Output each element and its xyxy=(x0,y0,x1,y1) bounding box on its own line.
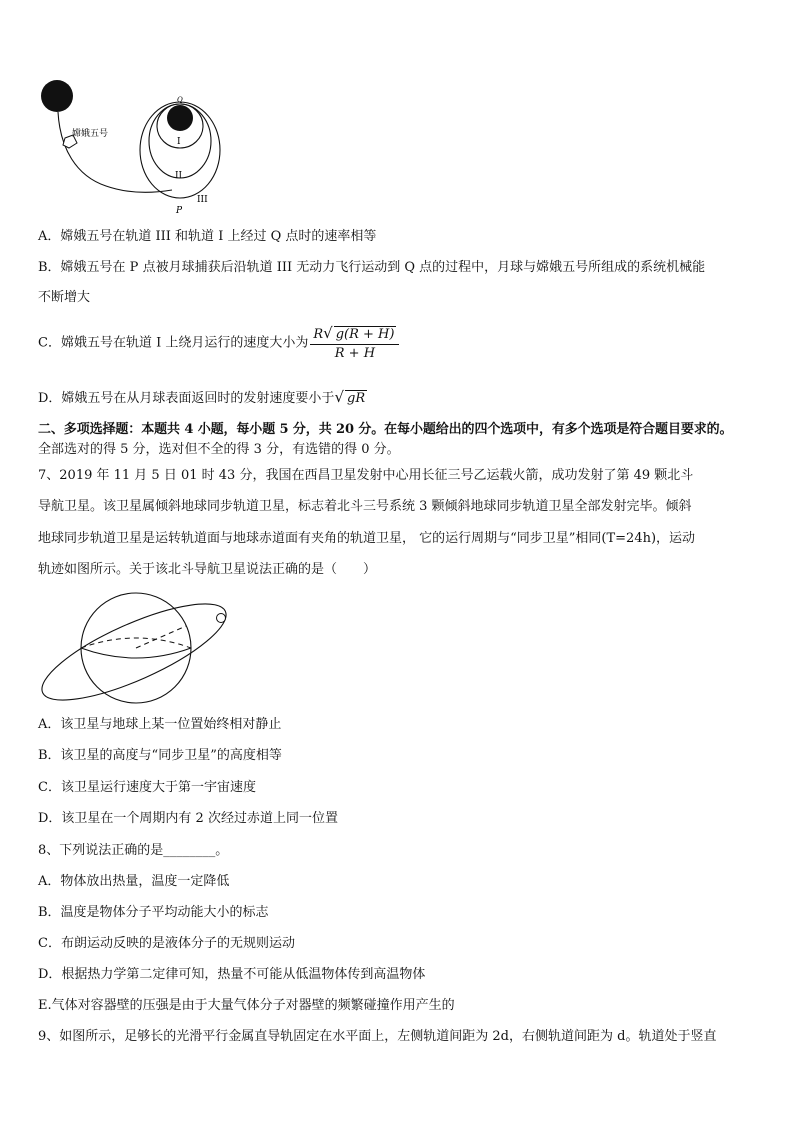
formula-denominator: R + H xyxy=(334,346,376,361)
satellite-icon xyxy=(217,614,226,623)
q6-option-d-text: D．嫦娥五号在从月球表面返回时的发射速度要小于 xyxy=(38,391,335,406)
orbit-diagram-change5 xyxy=(36,78,226,218)
q6-option-c-text: C．嫦娥五号在轨道 I 上绕月运行的速度大小为 xyxy=(38,335,309,351)
section-2-header-line1: 二、多项选择题：本题共 4 小题，每小题 5 分，共 20 分。在每小题给出的四个选项中，有多个选项是符合题目要求的。 xyxy=(38,422,733,437)
q6-option-b-line1: B．嫦娥五号在 P 点被月球捕获后沿轨道 III 无动力飞行运动到 Q 点的过程中，月球与嫦娥五号所组成的系统机械能 xyxy=(38,260,706,275)
q8-option-e: E.气体对容器壁的压强是由于大量气体分子对器壁的频繁碰撞作用产生的 xyxy=(38,998,455,1013)
q8-option-a: A．物体放出热量，温度一定降低 xyxy=(38,874,230,889)
q7-stem-line1: 7、2019 年 11 月 5 日 01 时 43 分，我国在西昌卫星发射中心用长征三号乙运载火箭，成功发射了第 49 颗北斗 xyxy=(38,468,694,483)
q7-stem-line3: 地球同步轨道卫星是运转轨道面与地球赤道面有夹角的轨道卫星， 它的运行周期与“同步卫星”相同(T=24h)，运动 xyxy=(38,531,696,546)
q9-stem-line1: 9、如图所示，足够长的光滑平行金属直导轨固定在水平面上，左侧轨道间距为 2d，右侧轨道间距为 d。轨道处于竖直 xyxy=(38,1029,717,1044)
speed-formula: $\frac{R√ g(R + H)}{R + H}$ xyxy=(310,324,399,363)
equator-front xyxy=(81,648,191,658)
q7-stem-line2: 导航卫星。该卫星属倾斜地球同步轨道卫星，标志着北斗三号系统 3 颗倾斜地球同步轨道卫星全部发射完毕。倾斜 xyxy=(38,499,692,514)
q7-stem-line4: 轨迹如图所示。关于该北斗导航卫星说法正确的是（ ） xyxy=(38,562,377,577)
q7-option-c: C．该卫星运行速度大于第一宇宙速度 xyxy=(38,780,256,795)
formula-r: R xyxy=(313,327,324,342)
q8-stem: 8、下列说法正确的是________。 xyxy=(38,843,229,858)
section-2-header-line2: 全部选对的得 5 分，选对但不全的得 3 分，有选错的得 0 分。 xyxy=(38,442,400,457)
point-p-label: P xyxy=(176,206,183,216)
orbit-i-label: I xyxy=(177,137,181,147)
q8-option-c: C．布朗运动反映的是液体分子的无规则运动 xyxy=(38,936,295,951)
q6-option-b-line2: 不断增大 xyxy=(38,290,91,305)
orbit-iii-label: III xyxy=(197,195,208,205)
q6-option-c xyxy=(38,324,399,363)
orbit-ii-label: II xyxy=(175,171,183,181)
q7-option-b: B．该卫星的高度与“同步卫星”的高度相等 xyxy=(38,748,282,763)
formula-sqrt-gr: gR xyxy=(347,391,366,406)
moon-icon xyxy=(167,105,193,131)
equator-back xyxy=(81,638,191,648)
inclined-orbit-diagram xyxy=(36,590,236,705)
radius-line xyxy=(136,626,186,648)
q6-option-a: A．嫦娥五号在轨道 III 和轨道 I 上经过 Q 点时的速率相等 xyxy=(38,229,377,244)
transfer-trajectory xyxy=(58,112,172,192)
point-q-label: Q xyxy=(177,96,183,104)
q8-option-b: B．温度是物体分子平均动能大小的标志 xyxy=(38,905,269,920)
probe-label: 嫦娥五号 xyxy=(72,129,109,139)
q7-option-d: D．该卫星在一个周期内有 2 次经过赤道上同一位置 xyxy=(38,811,338,826)
formula-sqrt-term: g(R + H) xyxy=(335,327,395,342)
q7-option-a: A．该卫星与地球上某一位置始终相对静止 xyxy=(38,717,282,732)
earth-icon xyxy=(41,80,73,112)
q8-option-d: D．根据热力学第二定律可知，热量不可能从低温物体传到高温物体 xyxy=(38,967,426,982)
q6-option-d: D．嫦娥五号在从月球表面返回时的发射速度要小于√ gR xyxy=(38,388,366,406)
